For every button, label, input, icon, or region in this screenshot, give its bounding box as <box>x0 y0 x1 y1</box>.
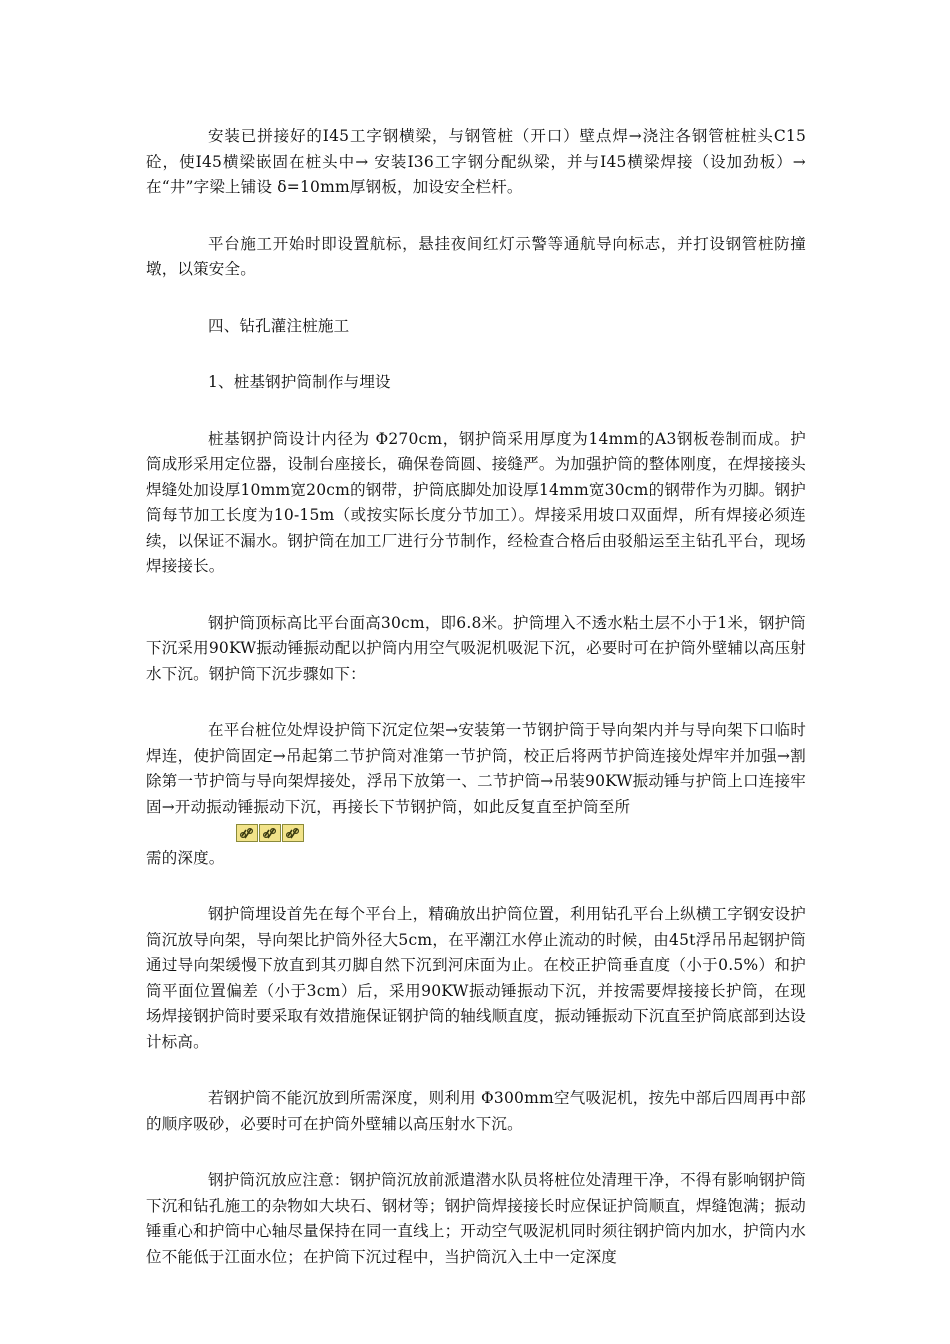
link-chain-icon[interactable] <box>282 824 304 842</box>
subsection-heading-steel-casing: 1、桩基钢护筒制作与埋设 <box>208 373 391 391</box>
inline-icon-group[interactable] <box>236 824 304 842</box>
paragraph-navigation-safety: 平台施工开始时即设置航标，悬挂夜间红灯示警等通航导向标志，并打设钢管桩防撞墩，以策安全。 <box>146 234 806 278</box>
section-heading-bored-pile: 四、钻孔灌注桩施工 <box>208 316 350 335</box>
document-body <box>146 124 806 1301</box>
link-chain-icon[interactable] <box>259 824 281 842</box>
link-chain-icon[interactable] <box>236 824 258 842</box>
casing-steps-end: 需的深度。 <box>146 848 225 867</box>
casing-steps-text: 在平台桩位处焊设护筒下沉定位架→安装第一节钢护筒于导向架内并与导向架下口临时焊连，使护筒固定→吊起第二节护筒对准第一节护筒，校正后将两节护筒连接处焊牢并加强→割除第一节护筒与导向架焊接处，浮吊下放第一、二节护筒→吊装90KW振动锤与护筒上口连接牢固→开动振动锤振动下沉，再接长下节钢护筒，如此反复直至护筒至所 <box>146 721 806 816</box>
paragraph-casing-design: 桩基钢护筒设计内径为 Φ270cm，钢护筒采用厚度为14mm的A3钢板卷制而成。护筒成形采用定位器，设制台座接长，确保卷筒圆、接缝严。为加强护筒的整体刚度，在焊接接头焊缝处加设厚10mm宽20cm的钢带，护筒底脚处加设厚14mm宽30cm的钢带作为刃脚。钢护筒每节加工长度为10-15m（或按实际长度分节加工）。焊接采用坡口双面焊，所有焊接必须连续，以保证不漏水。钢护筒在加工厂进行分节制作，经检查合格后由驳船运至主钻孔平台，现场焊接接长。 <box>146 429 806 575</box>
paragraph-casing-steps <box>146 718 806 871</box>
paragraph-casing-elevation: 钢护筒顶标高比平台面高30cm，即6.8米。护筒埋入不透水粘土层不小于1米，钢护筒下沉采用90KW振动锤振动配以护筒内用空气吸泥机吸泥下沉，必要时可在护筒外壁辅以高压射水下沉。钢护筒下沉步骤如下： <box>146 613 806 683</box>
paragraph-casing-embedding: 钢护筒埋设首先在每个平台上，精确放出护筒位置，利用钻孔平台上纵横工字钢安设护筒沉放导向架，导向架比护筒外径大5cm，在平潮江水停止流动的时候，由45t浮吊吊起钢护筒通过导向架缓慢下放直到其刃脚自然下沉到河床面为止。在校正护筒垂直度（小于0.5%）和护筒平面位置偏差（小于3cm）后，采用90KW振动锤振动下沉，并按需要焊接接长护筒，在现场焊接钢护筒时要采取有效措施保证钢护筒的轴线顺直度，振动锤振动下沉直至护筒底部到达设计标高。 <box>146 905 806 1051</box>
paragraph-air-lift: 若钢护筒不能沉放到所需深度，则利用 Φ300mm空气吸泥机，按先中部后四周再中部的顺序吸砂，必要时可在护筒外壁辅以高压射水下沉。 <box>146 1089 806 1133</box>
paragraph-beam-installation: 安装已拼接好的I45工字钢横梁，与钢管桩（开口）壁点焊→浇注各钢管桩桩头C15砼，使I45横梁嵌固在桩头中→ 安装I36工字钢分配纵梁，并与I45横梁焊接（设加劲板）→在“井”字梁上铺设 δ=10mm厚钢板，加设安全栏杆。 <box>146 127 806 196</box>
paragraph-precautions: 钢护筒沉放应注意：钢护筒沉放前派遣潜水队员将桩位处清理干净，不得有影响钢护筒下沉和钻孔施工的杂物如大块石、钢材等；钢护筒焊接接长时应保证护筒顺直，焊缝饱满；振动锤重心和护筒中心轴尽量保持在同一直线上；开动空气吸泥机同时须往钢护筒内加水，护筒内水位不能低于江面水位；在护筒下沉过程中，当护筒沉入土中一定深度 <box>146 1171 806 1266</box>
